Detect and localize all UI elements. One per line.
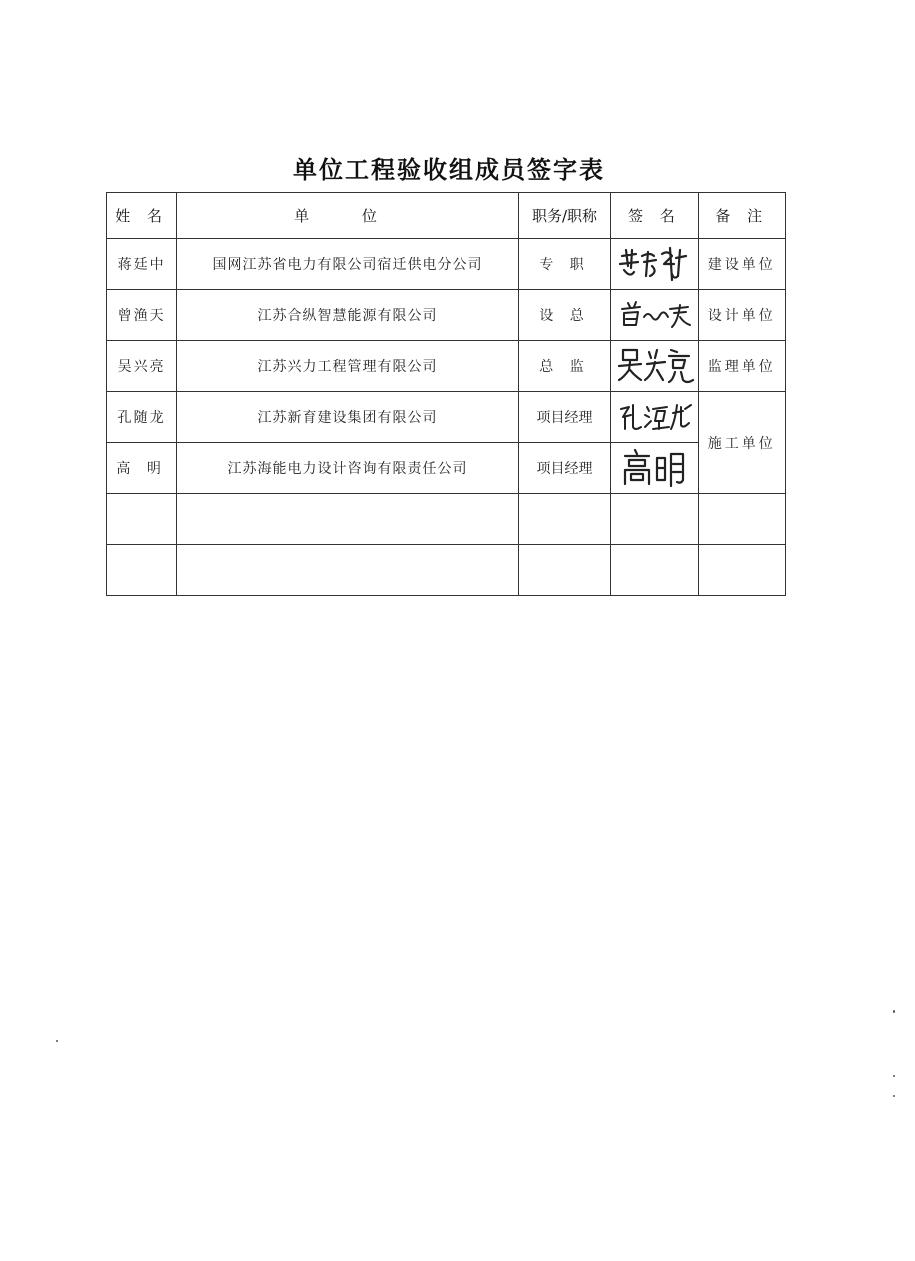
member-unit: 江苏海能电力设计咨询有限责任公司 <box>177 443 519 494</box>
header-name: 姓 名 <box>107 193 177 239</box>
member-name: 高 明 <box>107 443 177 494</box>
member-signature <box>611 392 698 443</box>
header-note: 备 注 <box>698 193 785 239</box>
member-role: 项目经理 <box>518 443 610 494</box>
table-row <box>107 290 786 341</box>
scan-speck <box>893 1075 895 1077</box>
scan-speck <box>893 1010 895 1013</box>
header-unit: 单 位 <box>177 193 519 239</box>
member-signature <box>611 443 698 494</box>
member-name: 孔随龙 <box>107 392 177 443</box>
member-name: 曾渔天 <box>107 290 177 341</box>
member-note: 建设单位 <box>698 239 785 290</box>
member-name: 蒋廷中 <box>107 239 177 290</box>
member-role: 设 总 <box>518 290 610 341</box>
member-note: 设计单位 <box>698 290 785 341</box>
empty-row <box>107 545 786 596</box>
table-row <box>107 239 786 290</box>
header-role: 职务/职称 <box>518 193 610 239</box>
table-row <box>107 443 786 494</box>
member-signature <box>611 239 698 290</box>
page-title: 单位工程验收组成员签字表 <box>293 155 605 184</box>
scan-speck <box>893 1095 895 1097</box>
member-signature <box>611 290 698 341</box>
table-row <box>107 392 786 443</box>
member-name: 吴兴亮 <box>107 341 177 392</box>
member-unit: 江苏兴力工程管理有限公司 <box>177 341 519 392</box>
member-role: 专 职 <box>518 239 610 290</box>
handwritten-signature <box>614 295 694 335</box>
empty-row <box>107 494 786 545</box>
table-row <box>107 341 786 392</box>
member-unit: 国网江苏省电力有限公司宿迁供电分公司 <box>177 239 519 290</box>
member-unit: 江苏合纵智慧能源有限公司 <box>177 290 519 341</box>
table-header-row <box>107 193 786 239</box>
handwritten-signature <box>613 397 695 437</box>
header-signature: 签 名 <box>611 193 698 239</box>
handwritten-signature <box>613 344 695 388</box>
member-note: 监理单位 <box>698 341 785 392</box>
signature-table <box>106 192 786 596</box>
member-role: 项目经理 <box>518 392 610 443</box>
member-signature <box>611 341 698 392</box>
scan-speck <box>56 1040 58 1042</box>
handwritten-signature <box>617 446 691 490</box>
member-note: 施工单位 <box>698 392 785 494</box>
member-unit: 江苏新育建设集团有限公司 <box>177 392 519 443</box>
member-role: 总 监 <box>518 341 610 392</box>
handwritten-signature <box>614 242 694 286</box>
